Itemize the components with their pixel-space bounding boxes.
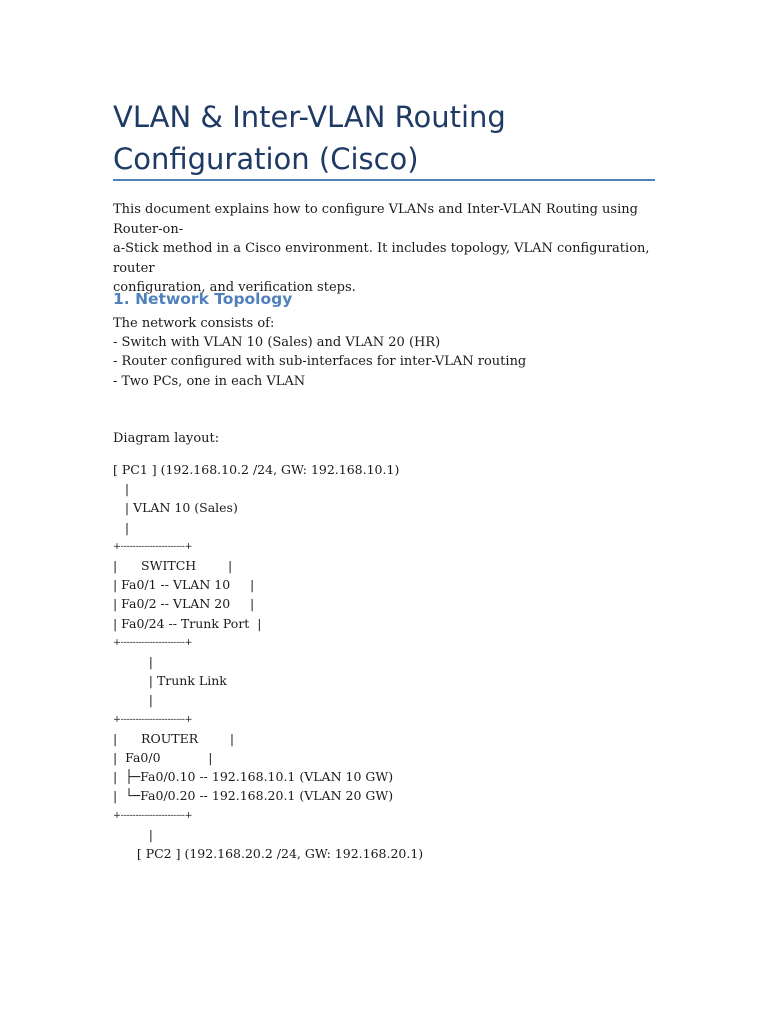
topology-description — [113, 314, 526, 448]
diagram-line: | SWITCH | — [113, 558, 233, 574]
diagram-line: | — [113, 519, 130, 535]
intro-paragraph: This document explains how to configure VLANs and Inter-VLAN Routing using Router-on- a-Stick method in a Cisco environment. It includes topology, VLAN configuration, router configuration, and verification steps. — [113, 202, 650, 295]
diagram-line: | — [113, 826, 153, 842]
body-line: The network consists of: — [113, 316, 275, 331]
body-line: - Two PCs, one in each VLAN — [113, 373, 306, 389]
diagram-line: | Trunk Link — [113, 673, 227, 689]
body-line: Diagram layout: — [113, 431, 220, 447]
body-line: - Switch with VLAN 10 (Sales) and VLAN 20 (HR) — [113, 335, 441, 351]
diagram-line: | ROUTER | — [113, 730, 235, 746]
diagram-line: | └─Fa0/0.20 -- 192.168.20.1 (VLAN 20 GW) — [113, 788, 394, 804]
ascii-topology-diagram — [113, 460, 423, 863]
diagram-line: [ PC2 ] (192.168.20.2 /24, GW: 192.168.20.1) — [113, 846, 424, 862]
title-underline — [113, 179, 655, 181]
diagram-line: +----------------------+ — [113, 713, 193, 725]
diagram-line: [ PC1 ] (192.168.10.2 /24, GW: 192.168.10.1) — [113, 462, 400, 477]
document-title: VLAN & Inter-VLAN Routing Configuration (Cisco) — [113, 100, 506, 176]
body-line — [113, 410, 526, 429]
diagram-line: | VLAN 10 (Sales) — [113, 500, 238, 516]
diagram-line: +----------------------+ — [113, 636, 193, 648]
diagram-line: | Fa0/24 -- Trunk Port | — [113, 615, 262, 631]
body-line — [113, 391, 526, 410]
section-heading-network-topology: 1. Network Topology — [113, 290, 293, 308]
diagram-line: | — [113, 481, 130, 497]
diagram-line: | — [113, 692, 153, 708]
diagram-line: | ├─Fa0/0.10 -- 192.168.10.1 (VLAN 10 GW) — [113, 769, 394, 785]
diagram-line: +----------------------+ — [113, 540, 193, 552]
body-line: - Router configured with sub-interfaces for inter-VLAN routing — [113, 354, 527, 370]
diagram-line: +----------------------+ — [113, 809, 193, 821]
diagram-line: | Fa0/1 -- VLAN 10 | — [113, 577, 255, 593]
diagram-line: | Fa0/0 | — [113, 750, 213, 766]
diagram-line: | — [113, 654, 153, 670]
diagram-line: | Fa0/2 -- VLAN 20 | — [113, 596, 255, 612]
